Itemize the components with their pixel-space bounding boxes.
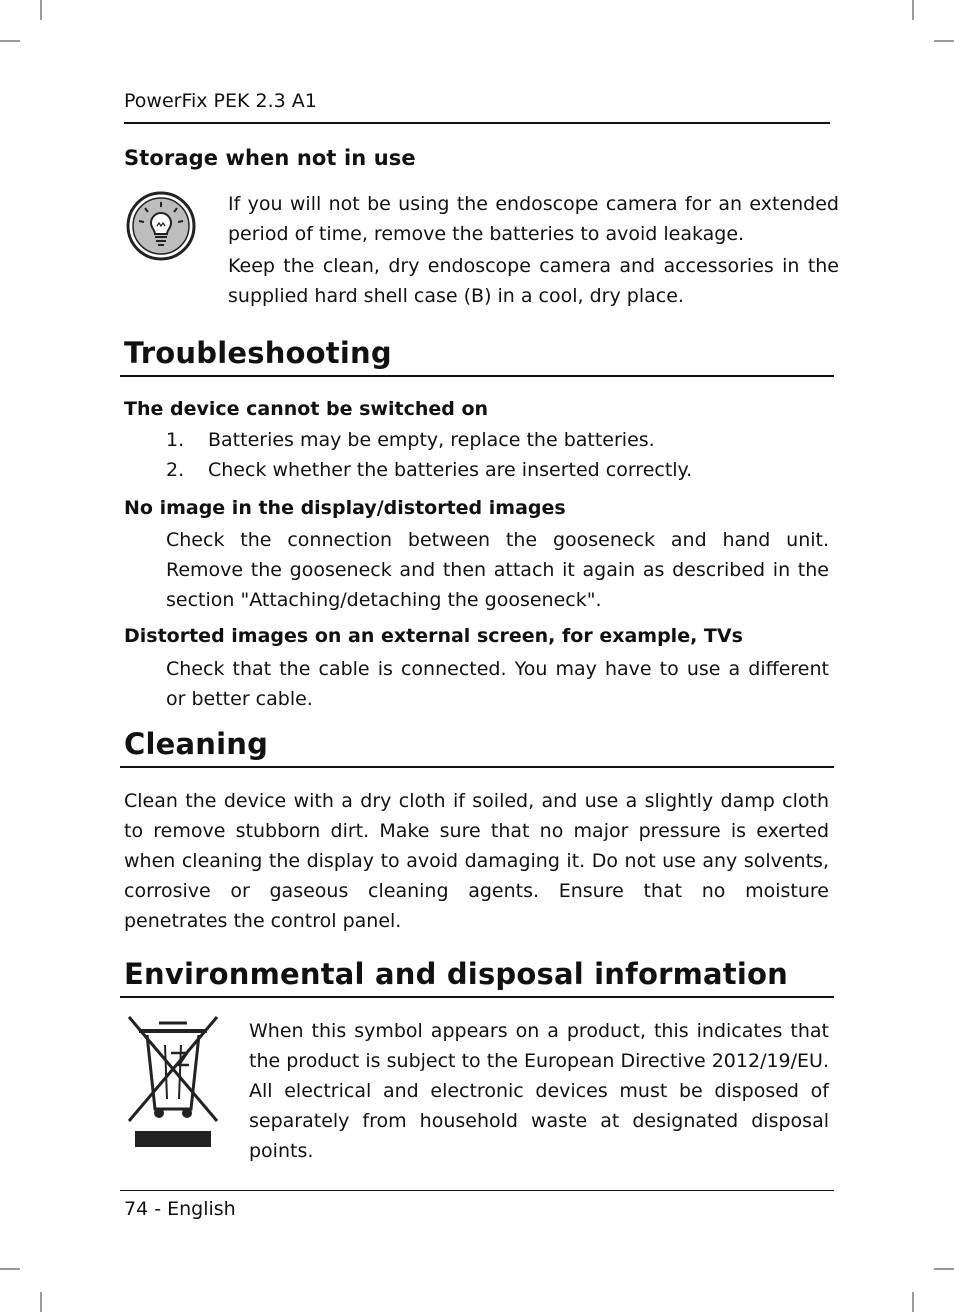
environment-heading: Environmental and disposal information	[124, 957, 788, 991]
list-item-text: Batteries may be empty, replace the batteries.	[208, 429, 655, 451]
cleaning-text: Clean the device with a dry cloth if soiled, and use a slightly damp cloth to remove stubborn dirt. Make sure that no major pressure is exerted when cleaning the display to avoid damaging it. Do not use any solvents, corrosive or gaseous cleaning agents. Ensure that no moisture penetrates the control panel.	[124, 790, 829, 932]
lightbulb-tip-icon	[125, 190, 197, 262]
issue-heading-no-image: No image in the display/distorted images	[124, 497, 566, 519]
issue-text-no-image: Check the connection between the gooseneck and hand unit. Remove the gooseneck and then attach it again as described in the section "Attaching/detaching the gooseneck".	[166, 529, 829, 611]
crop-mark	[912, 1292, 914, 1312]
storage-text	[228, 189, 839, 311]
storage-paragraph-1: If you will not be using the endoscope camera for an extended period of time, remove the batteries to avoid leakage.	[228, 193, 839, 245]
crop-mark	[40, 0, 42, 20]
cleaning-heading: Cleaning	[124, 727, 269, 761]
issue-heading-switch-on: The device cannot be switched on	[124, 398, 489, 420]
list-item-text: Check whether the batteries are inserted correctly.	[208, 459, 693, 481]
page-header	[124, 86, 830, 124]
footer-rule	[120, 1190, 834, 1191]
page-number: 74 - English	[124, 1198, 236, 1220]
issue-heading-external-screen: Distorted images on an external screen, for example, TVs	[124, 625, 743, 647]
issue-text-external-screen: Check that the cable is connected. You may have to use a different or better cable.	[166, 658, 829, 710]
crop-mark	[934, 1268, 954, 1270]
list-number: 1.	[166, 429, 185, 451]
troubleshooting-heading: Troubleshooting	[124, 336, 392, 370]
product-name: PowerFix PEK 2.3 A1	[124, 90, 317, 112]
crop-mark	[40, 1292, 42, 1312]
storage-paragraph-2: Keep the clean, dry endoscope camera and accessories in the supplied hard shell case (B) in a cool, dry place.	[228, 255, 839, 307]
crop-mark	[912, 0, 914, 20]
crop-mark	[0, 1268, 20, 1270]
crop-mark	[934, 40, 954, 42]
section-rule	[120, 996, 834, 998]
crossed-out-bin-icon	[125, 1013, 221, 1151]
list-number: 2.	[166, 459, 185, 481]
storage-heading: Storage when not in use	[124, 146, 416, 170]
section-rule	[120, 766, 834, 768]
environment-text: When this symbol appears on a product, this indicates that the product is subject to the European Directive 2012/19/EU. All electrical and electronic devices must be disposed of separately from household waste at designated disposal points.	[249, 1020, 829, 1162]
section-rule	[120, 375, 834, 377]
crop-mark	[0, 40, 20, 42]
